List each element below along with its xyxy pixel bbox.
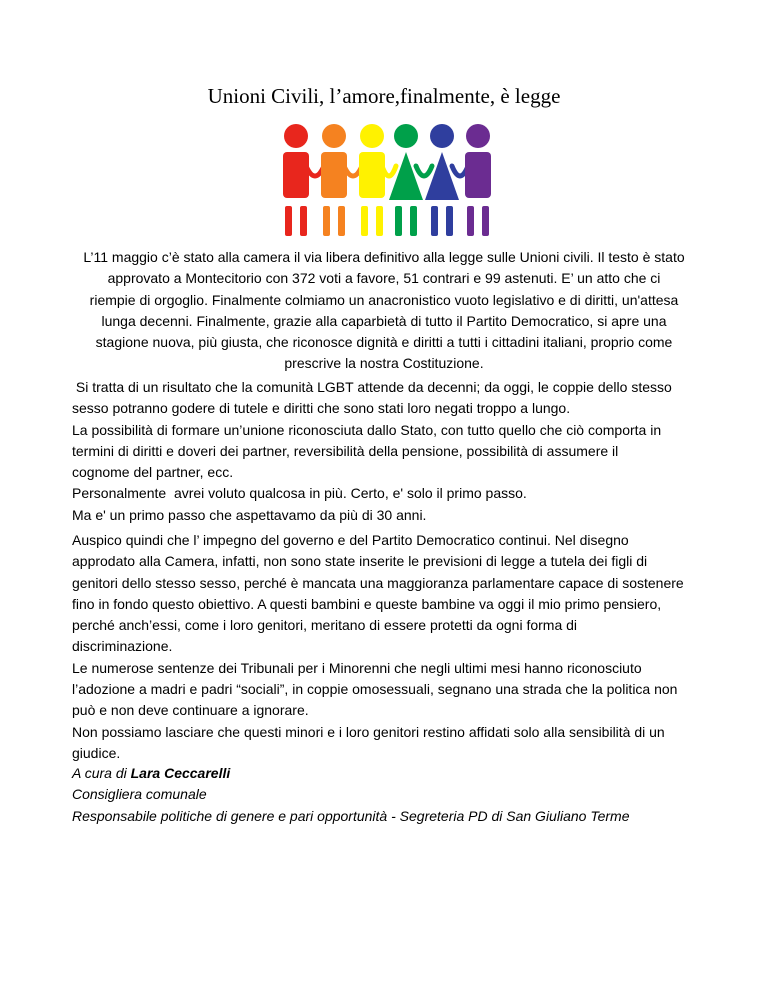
body-line: Ma e' un primo passo che aspettavamo da più di 30 anni. — [72, 506, 427, 523]
body-line: Auspico quindi che l’ impegno del governo e del Partito Democratico continui. Nel disegno — [72, 532, 629, 548]
intro-line: prescrive la nostra Costituzione. — [284, 355, 484, 372]
lgbt-paragraph — [72, 377, 696, 526]
intro-line: L’11 maggio c’è stato alla camera il via libera definitivo alla legge sulle Unioni civili. Il testo è stato — [83, 249, 685, 265]
body-line: termini di diritti e doveri dei partner, reversibilità della pensione, possibilità di assumere il — [72, 442, 619, 459]
body-line: approdato alla Camera, infatti, non sono state inserite le previsioni di legge a tutela dei figli di — [72, 553, 648, 570]
body-line: Le numerose sentenze dei Tribunali per i Minorenni che negli ultimi mesi hanno riconosciuto — [72, 659, 642, 676]
person-figure — [465, 124, 491, 236]
body-line: perché anch’essi, come i loro genitori, meritano di essere protetti da ogni forma di — [72, 617, 578, 634]
rainbow-people-icon — [266, 122, 502, 240]
body-line: cognome del partner, ecc. — [72, 464, 234, 481]
person-figure — [425, 124, 459, 236]
signature-author: Lara Ceccarelli — [130, 765, 231, 781]
body-line: può e non deve continuare a ignorare. — [72, 702, 309, 719]
body-line: Personalmente avrei voluto qualcosa in più. Certo, e' solo il primo passo. — [72, 485, 527, 502]
person-figure — [283, 124, 309, 236]
person-figure — [321, 124, 347, 236]
signature-author-line — [72, 763, 702, 784]
intro-line: riempie di orgoglio. Finalmente colmiamo un anacronistico vuoto legislativo e di diritti, un'attesa — [89, 291, 679, 308]
document-title: Unioni Civili, l’amore,finalmente, è legge — [207, 84, 561, 108]
body-line: La possibilità di formare un’unione riconosciuta dallo Stato, con tutto quello che ciò comporta in — [72, 421, 662, 438]
body-line: discriminazione. — [72, 638, 173, 655]
signature-block — [72, 763, 702, 827]
signature-prefix: A cura di — [72, 765, 131, 781]
intro-line: lunga decenni. Finalmente, grazie alla caparbietà di tutto il Partito Democratico, si apre una — [101, 312, 667, 329]
body-line: fino in fondo questo obiettivo. A questi bambini e queste bambine va oggi il mio primo pensiero, — [72, 595, 662, 612]
person-figure — [389, 124, 423, 236]
intro-line: approvato a Montecitorio con 372 voti a favore, 51 contrari e 99 astenuti. E’ un atto che ci — [107, 270, 661, 287]
intro-line: stagione nuova, più giusta, che riconosce dignità e diritti a tutti i cittadini italiani, proprio come — [95, 334, 673, 351]
intro-paragraph — [72, 247, 696, 375]
body-line: giudice. — [72, 744, 121, 761]
signature-position: Responsabile politiche di genere e pari opportunità - Segreteria PD di San Giuliano Terme — [72, 807, 630, 824]
signature-role: Consigliera comunale — [72, 786, 207, 803]
figure-arm — [416, 166, 432, 176]
body-line: l’adozione a madri e padri “sociali”, in coppie omosessuali, segnano una strada che la politica non — [72, 681, 678, 698]
body-line: sesso potranno godere di tutele e diritti che sono stati loro negati troppo a lungo. — [72, 400, 571, 417]
body-line: Si tratta di un risultato che la comunità LGBT attende da decenni; da oggi, le coppie dello stesso — [72, 379, 672, 395]
body-line: Non possiamo lasciare che questi minori e i loro genitori restino affidati solo alla sensibilità di un — [72, 723, 665, 740]
body-line: genitori dello stesso sesso, perché è mancata una maggioranza parlamentare capace di sostenere — [72, 574, 684, 591]
future-paragraph — [72, 530, 696, 764]
person-figure — [359, 124, 385, 236]
